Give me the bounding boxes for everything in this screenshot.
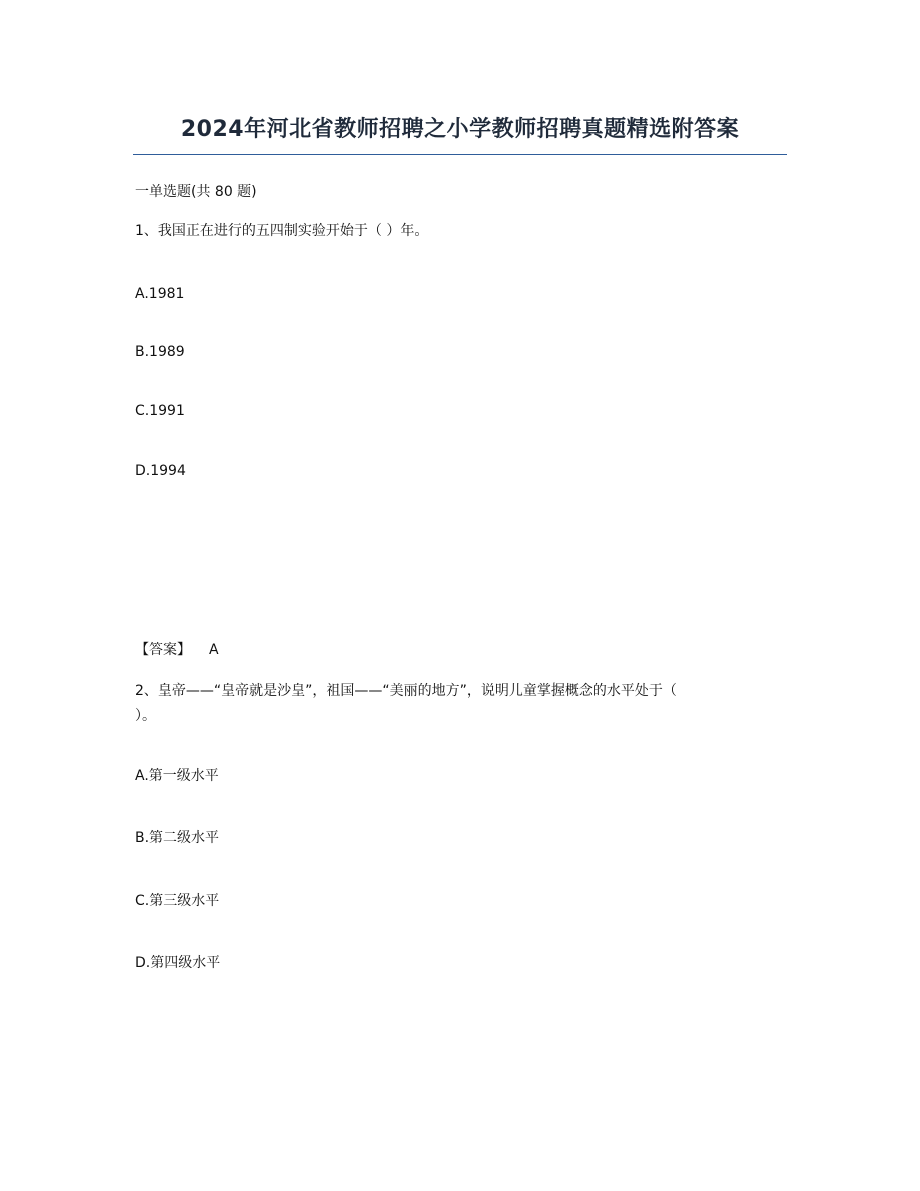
document-title: 2024年河北省教师招聘之小学教师招聘真题精选附答案 — [180, 117, 740, 142]
answer-label: 【答案】 — [135, 642, 191, 658]
title-underline — [133, 154, 787, 155]
question-2-option-c: C.第三级水平 — [135, 893, 220, 909]
answer-value: A — [209, 642, 219, 658]
question-2-option-d: D.第四级水平 — [135, 955, 221, 971]
question-1-stem: 1、我国正在进行的五四制实验开始于（ ）年。 — [135, 223, 429, 239]
section-heading: 一单选题(共 80 题) — [135, 184, 257, 200]
question-2-option-a: A.第一级水平 — [135, 768, 219, 784]
question-2-stem-line2: ）。 — [135, 708, 156, 724]
question-1-option-b: B.1989 — [135, 344, 185, 360]
question-1-option-c: C.1991 — [135, 403, 185, 419]
question-2-stem-line1: 2、皇帝——“皇帝就是沙皇”，祖国——“美丽的地方”，说明儿童掌握概念的水平处于（ — [135, 683, 677, 699]
question-1-option-a: A.1981 — [135, 286, 185, 302]
question-1-answer — [135, 639, 219, 661]
question-2-option-b: B.第二级水平 — [135, 830, 220, 846]
question-1-option-d: D.1994 — [135, 463, 186, 479]
